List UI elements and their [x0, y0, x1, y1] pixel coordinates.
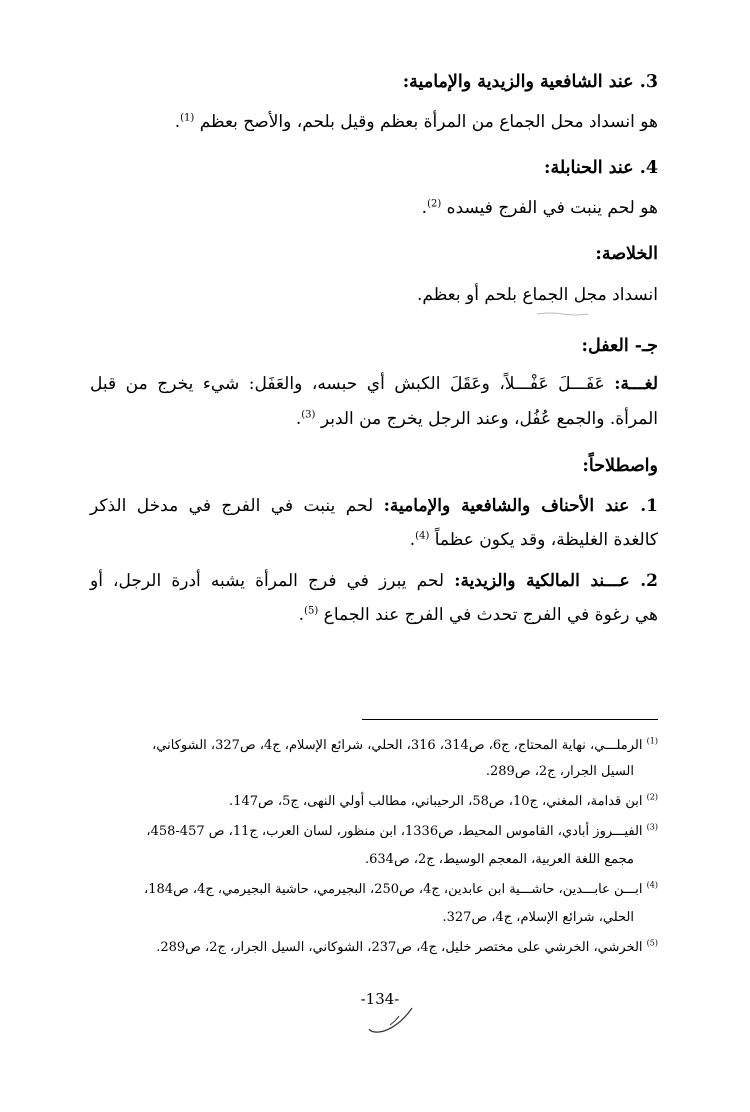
heading-summary: الخلاصة:	[595, 244, 658, 264]
footnote-4-line-1: $^{(4)}$ ابـــن عابـــدين، حاشـــية ابن عابدين، ج4، ص250، البجيرمي، حاشية البجيرمي، ج4، ص184،	[144, 880, 658, 897]
heading-afl: جـ- العفل:	[581, 336, 658, 356]
paragraph-lugha-line-1: لغـــة: عَفَـــلَ عَفْـــلاً، وعَقَلَ الكبش أي حبسه، والعَفَل: شيء يخرج من قبل	[90, 374, 658, 394]
paragraph-shafii-definition: هو انسداد محل الجماع من المرأة بعظم وقيل بلحم، والأصح بعظم $^{(1)}$.	[174, 112, 658, 132]
footnote-3-line-1: $^{(3)}$ الفيـــروز أبادي، القاموس المحيط، ص1336، ابن منظور، لسان العرب، ج11، ص 457-458،	[146, 822, 658, 839]
label-lugha: لغـــة:	[614, 374, 658, 394]
footnote-ref-4[interactable]: (4)	[415, 530, 430, 542]
paragraph-hanafi-line-2: كالغدة الغليظة، وقد يكون عظماً $^{(4)}$.	[409, 530, 658, 550]
footnote-mark-2: (2)	[646, 792, 658, 802]
handwritten-mark	[366, 1005, 416, 1035]
footnote-ref-1[interactable]: (1)	[180, 112, 195, 124]
label-maliki: 2. عـــند المالكية والزيدية:	[454, 571, 658, 591]
footnote-mark-5: (5)	[646, 938, 658, 948]
paragraph-maliki-line-1: 2. عـــند المالكية والزيدية: لحم يبرز في فرج المرأة يشبه أدرة الرجل، أو	[90, 571, 658, 591]
footnote-mark-3: (3)	[646, 822, 658, 832]
heading-shafii-zaydi-imami: 3. عند الشافعية والزيدية والإمامية:	[402, 72, 658, 92]
footnote-4-line-2: الحلي، شرائع الإسلام، ج4، ص327.	[442, 910, 634, 925]
scan-smudge	[535, 312, 590, 316]
footnote-2-line-1: $^{(2)}$ ابن قدامة، المغني، ج10، ص58، الرحيباني، مطالب أولي النهى، ج5، ص147.	[229, 792, 658, 809]
footnote-separator	[362, 719, 658, 720]
paragraph-hanbali-definition: هو لحم ينبت في الفرج فيسده $^{(2)}$.	[421, 198, 658, 218]
paragraph-summary: انسداد مجل الجماع بلحم أو بعظم.	[416, 285, 658, 305]
heading-istilah: واصطلاحاً:	[582, 456, 658, 476]
footnote-ref-5[interactable]: (5)	[304, 605, 319, 617]
paragraph-lugha-line-2: المرأة. والجمع عُفُل، وعند الرجل يخرج من الدبر $^{(3)}$.	[295, 409, 658, 429]
heading-hanbali: 4. عند الحنابلة:	[544, 158, 658, 178]
footnote-1-line-1: $^{(1)}$ الرملـــي، نهاية المحتاج، ج6، ص314، 316، الحلي، شرائع الإسلام، ج4، ص327، الشوكاني،	[152, 736, 658, 753]
footnote-mark-1: (1)	[646, 736, 658, 746]
footnote-5-line-1: $^{(5)}$ الخرشي، الخرشي على مختصر خليل، ج4، ص237، الشوكاني، السيل الجرار، ج2، ص289.	[156, 938, 658, 955]
paragraph-hanafi-line-1: 1. عند الأحناف والشافعية والإمامية: لحم ينبت في الفرج في مدخل الذكر	[90, 496, 659, 516]
footnote-mark-4: (4)	[646, 880, 658, 890]
label-hanafi: 1. عند الأحناف والشافعية والإمامية:	[383, 496, 659, 516]
footnote-ref-2[interactable]: (2)	[427, 198, 442, 210]
footnote-3-line-2: مجمع اللغة العربية، المعجم الوسيط، ج2، ص634.	[364, 852, 634, 867]
footnote-ref-3[interactable]: (3)	[301, 409, 316, 421]
page-number: -134-	[360, 990, 400, 1008]
paragraph-maliki-line-2: هي رغوة في الفرج تحدث في الفرج عند الجماع $^{(5)}$.	[298, 605, 658, 625]
footnote-1-line-2: السيل الجرار، ج2، ص289.	[485, 764, 634, 779]
